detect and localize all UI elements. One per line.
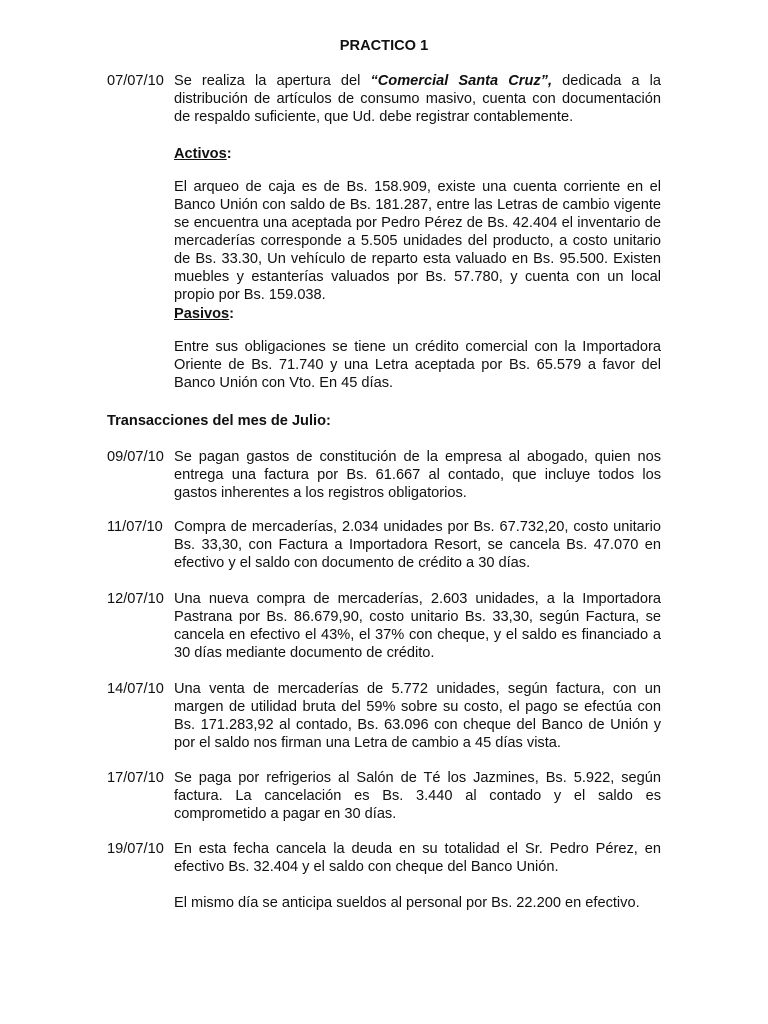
opening-text-pre: Se realiza la apertura del bbox=[174, 73, 371, 89]
transaction-item bbox=[107, 840, 661, 912]
opening-text-post: dedicada a la distribución de artículos de consumo masivo, cuenta con documentación de respaldo suficiente, que Ud. debe registrar contablemente. bbox=[174, 73, 661, 125]
opening-entry bbox=[107, 72, 661, 126]
pasivos-heading: Pasivos bbox=[174, 306, 230, 322]
document-title: PRACTICO 1 bbox=[339, 38, 429, 54]
activos-heading: Activos bbox=[174, 146, 227, 162]
transaction-text: Una nueva compra de mercaderías, 2.603 unidades, a la Importadora Pastrana por Bs. 86.679,90, costo unitario Bs. 33,30, según Factura, se cancela en efectivo el 43%, el 37% con cheque, y el saldo es financiado a 30 días mediante documento de crédito. bbox=[174, 591, 661, 661]
entry-text bbox=[174, 72, 661, 126]
transaction-item bbox=[107, 680, 661, 752]
company-name: “Comercial Santa Cruz”, bbox=[370, 73, 553, 89]
transaction-text bbox=[174, 840, 661, 912]
pasivos-text: Entre sus obligaciones se tiene un crédito comercial con la Importadora Oriente de Bs. 71.740 y una Letra aceptada por Bs. 65.579 a favor del Banco Unión con Vto. En 45 días. bbox=[174, 338, 661, 391]
transaction-date: 17/07/10 bbox=[107, 770, 164, 786]
transactions-heading: Transacciones del mes de Julio: bbox=[107, 413, 331, 429]
activos-colon: : bbox=[226, 146, 232, 162]
transaction-text: Se paga por refrigerios al Salón de Té los Jazmines, Bs. 5.922, según factura. La cancelación es Bs. 3.440 al contado y el saldo es comprometido a pagar en 30 días. bbox=[174, 770, 661, 822]
activos-section bbox=[174, 145, 661, 318]
entry-date: 07/07/10 bbox=[107, 73, 164, 89]
transaction-date: 12/07/10 bbox=[107, 591, 164, 607]
transaction-item bbox=[107, 769, 661, 823]
transaction-text: Se pagan gastos de constitución de la empresa al abogado, quien nos entrega una factura por Bs. 61.667 al contado, que incluye todos los gastos inherentes a los registros obligatorios. bbox=[174, 449, 661, 501]
pasivos-colon: : bbox=[229, 306, 235, 322]
transaction-note: El mismo día se anticipa sueldos al personal por Bs. 22.200 en efectivo. bbox=[174, 895, 640, 911]
pasivos-section bbox=[174, 305, 661, 406]
transaction-date: 11/07/10 bbox=[107, 519, 163, 535]
transaction-text: Una venta de mercaderías de 5.772 unidades, según factura, con un margen de utilidad bruta del 59% sobre su costo, el pago se efectúa con Bs. 171.283,92 al contado, Bs. 63.096 con cheque del Banco de Unión y por el saldo nos firman una Letra de cambio a 45 días vista. bbox=[174, 681, 661, 751]
transaction-date: 09/07/10 bbox=[107, 449, 164, 465]
transaction-item bbox=[107, 518, 661, 572]
transaction-date: 14/07/10 bbox=[107, 681, 164, 697]
transaction-item bbox=[107, 448, 661, 502]
transaction-date: 19/07/10 bbox=[107, 841, 164, 857]
activos-text: El arqueo de caja es de Bs. 158.909, existe una cuenta corriente en el Banco Unión con saldo de Bs. 181.287, entre las Letras de cambio vigente se encuentra una aceptada por Pedro Pérez de Bs. 42.404 el inventario de mercaderías corresponde a 5.505 unidades del producto, a costo unitario de Bs. 33.30, Un vehículo de reparto esta valuado en Bs. 95.500. Existen muebles y estanterías valuados por Bs. 57.780, y cuenta con un local propio por Bs. 159.038. bbox=[174, 178, 661, 303]
transaction-text: Compra de mercaderías, 2.034 unidades por Bs. 67.732,20, costo unitario Bs. 33,30, con Factura a Importadora Resort, se cancela Bs. 47.070 en efectivo y el saldo con documento de crédito a 30 días. bbox=[174, 519, 661, 571]
transaction-main-text: En esta fecha cancela la deuda en su totalidad el Sr. Pedro Pérez, en efectivo Bs. 32.404 y el saldo con cheque del Banco Unión. bbox=[174, 841, 661, 875]
transaction-item bbox=[107, 590, 661, 662]
